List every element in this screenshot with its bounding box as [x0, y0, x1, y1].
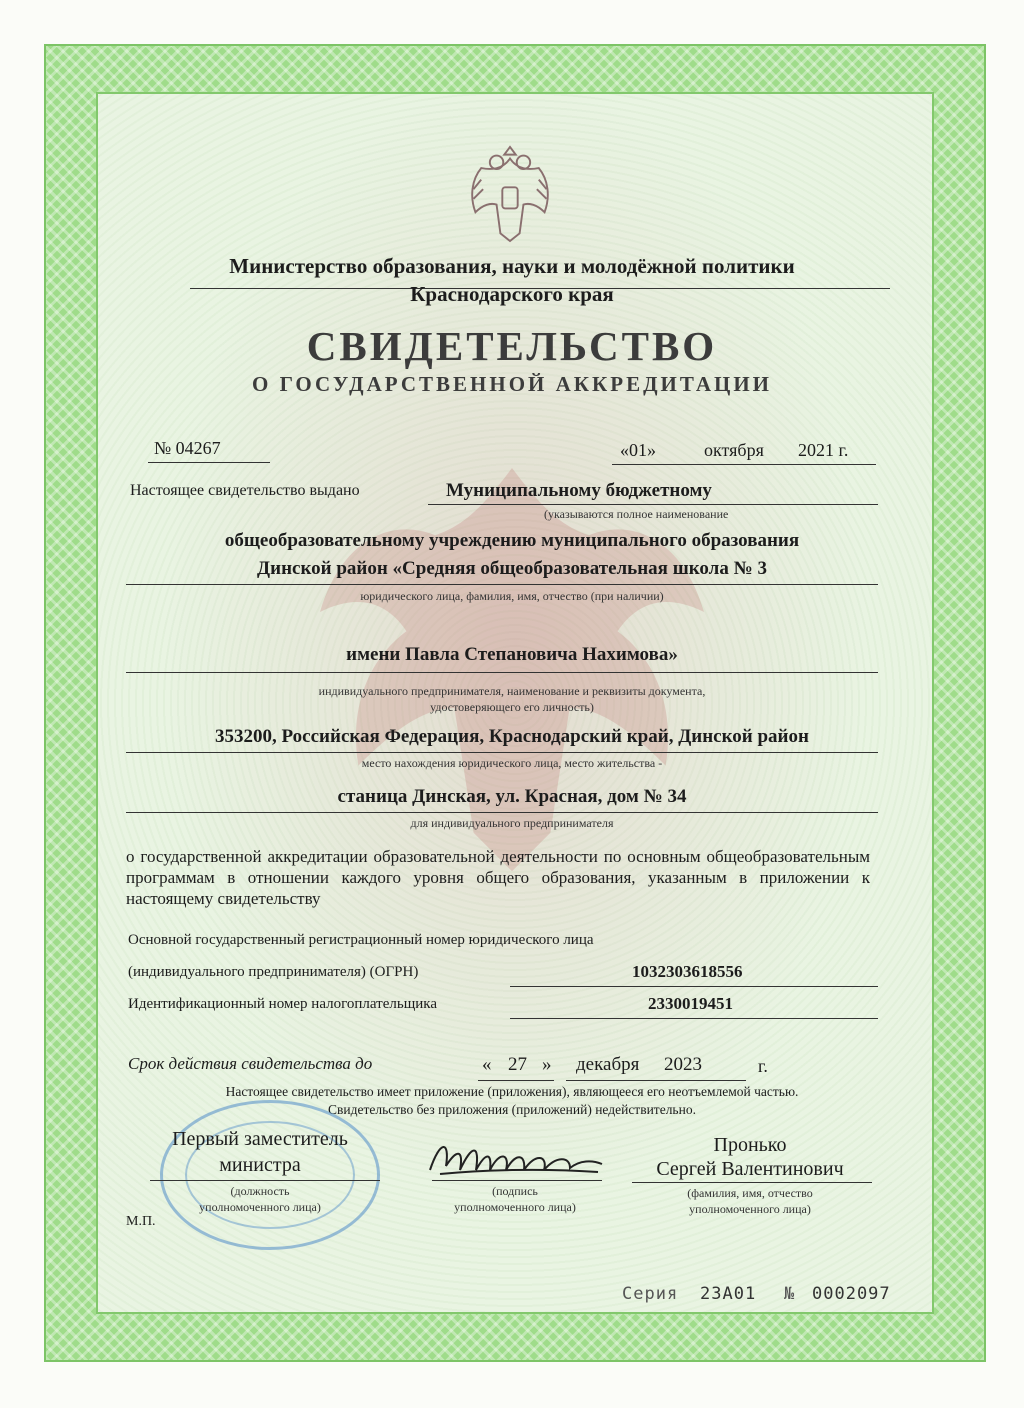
address-line2: станица Динская, ул. Красная, дом № 34 [337, 786, 687, 807]
signer-name: Сергей Валентинович [656, 1158, 844, 1180]
address-line1: 353200, Российская Федерация, Краснодарский край, Динской район [215, 726, 809, 747]
accreditation-paragraph: о государственной аккредитации образовательной деятельности по основным общеобразовательным программам в отношении каждого уровня общего образования, указанным в приложении к настоящему свидетельству [126, 847, 870, 908]
inn-value: 2330019451 [648, 994, 733, 1013]
series-value: 23А01 [700, 1284, 757, 1304]
org-name-line3: Динской район «Средняя общеобразовательная школа № 3 [257, 558, 767, 579]
name-hint1: (фамилия, имя, отчество [687, 1186, 813, 1200]
signer-position-line1: Первый заместитель [172, 1128, 348, 1150]
hint-entrepreneur: индивидуального предпринимателя, наименование и реквизиты документа, [318, 684, 706, 698]
inn-label: Идентификационный номер налогоплательщика [128, 996, 438, 1012]
validity-year: 2023 [664, 1054, 702, 1075]
validity-note: Свидетельство без приложения (приложений) недействительно. [328, 1102, 696, 1117]
issue-date-month: октября [704, 440, 764, 460]
name-hint2: уполномоченного лица) [689, 1202, 811, 1216]
validity-close-quote: » [542, 1054, 552, 1075]
underline [478, 1080, 554, 1081]
document-subtitle: О ГОСУДАРСТВЕННОЙ АККРЕДИТАЦИИ [251, 372, 773, 396]
signature-hint1: (подпись [492, 1184, 538, 1198]
hint-identity-document: удостоверяющего его личность) [430, 700, 594, 714]
issue-date-year: 2021 г. [798, 440, 849, 460]
validity-month: декабря [576, 1054, 640, 1075]
underline [428, 504, 878, 505]
issue-date-day: «01» [620, 440, 656, 460]
validity-day: 27 [508, 1054, 527, 1075]
validity-label: Срок действия свидетельства до [128, 1054, 373, 1073]
position-hint2: уполномоченного лица) [199, 1200, 321, 1214]
validity-open-quote: « [482, 1054, 492, 1075]
org-name-line2: общеобразовательному учреждению муниципального образования [224, 530, 800, 551]
series-number-sign: № [784, 1284, 796, 1304]
certificate-number: № 04267 [154, 438, 221, 458]
underline [432, 1180, 602, 1181]
issued-to-label: Настоящее свидетельство выдано [130, 482, 360, 499]
position-hint1: (должность [230, 1184, 290, 1198]
document-title: СВИДЕТЕЛЬСТВО [306, 323, 718, 369]
underline [566, 1080, 746, 1081]
org-name-line1: Муниципальному бюджетному [446, 480, 712, 501]
underline [510, 1018, 878, 1019]
signature-hint2: уполномоченного лица) [454, 1200, 576, 1214]
underline [126, 584, 878, 585]
ogrn-label-line2: (индивидуального предпринимателя) (ОГРН) [128, 964, 419, 980]
underline [510, 986, 878, 987]
series-label: Серия [622, 1284, 679, 1304]
hint-legal-entity: юридического лица, фамилия, имя, отчество (при наличии) [360, 589, 664, 603]
underline [150, 1180, 380, 1181]
handwritten-signature-icon [420, 1130, 610, 1190]
hint-entrepreneur-residence: для индивидуального предпринимателя [410, 816, 614, 830]
underline [148, 462, 270, 463]
underline [126, 752, 878, 753]
validity-year-suffix: г. [758, 1056, 768, 1076]
underline [632, 1182, 872, 1183]
underline [126, 812, 878, 813]
coat-of-arms-icon [462, 140, 558, 248]
ministry-name-line2: Краснодарского края [410, 282, 614, 306]
underline [612, 464, 876, 465]
ogrn-label-line1: Основной государственный регистрационный номер юридического лица [128, 932, 594, 948]
signer-surname: Пронько [713, 1134, 787, 1156]
seal-place-label: М.П. [126, 1214, 156, 1229]
ministry-name-line1: Министерство образования, науки и молодёжной политики [229, 254, 795, 278]
signer-position-line2: министра [219, 1154, 301, 1176]
hint-location: место нахождения юридического лица, место жительства - [361, 756, 663, 770]
org-name-line4: имени Павла Степановича Нахимова» [346, 644, 678, 665]
ogrn-value: 1032303618556 [632, 962, 743, 981]
underline [126, 672, 878, 673]
annex-note: Настоящее свидетельство имеет приложение (приложения), являющееся его неотъемлемой частью. [225, 1084, 799, 1099]
hint-full-name: (указываются полное наименование [544, 507, 729, 521]
series-number: 0002097 [812, 1284, 891, 1304]
